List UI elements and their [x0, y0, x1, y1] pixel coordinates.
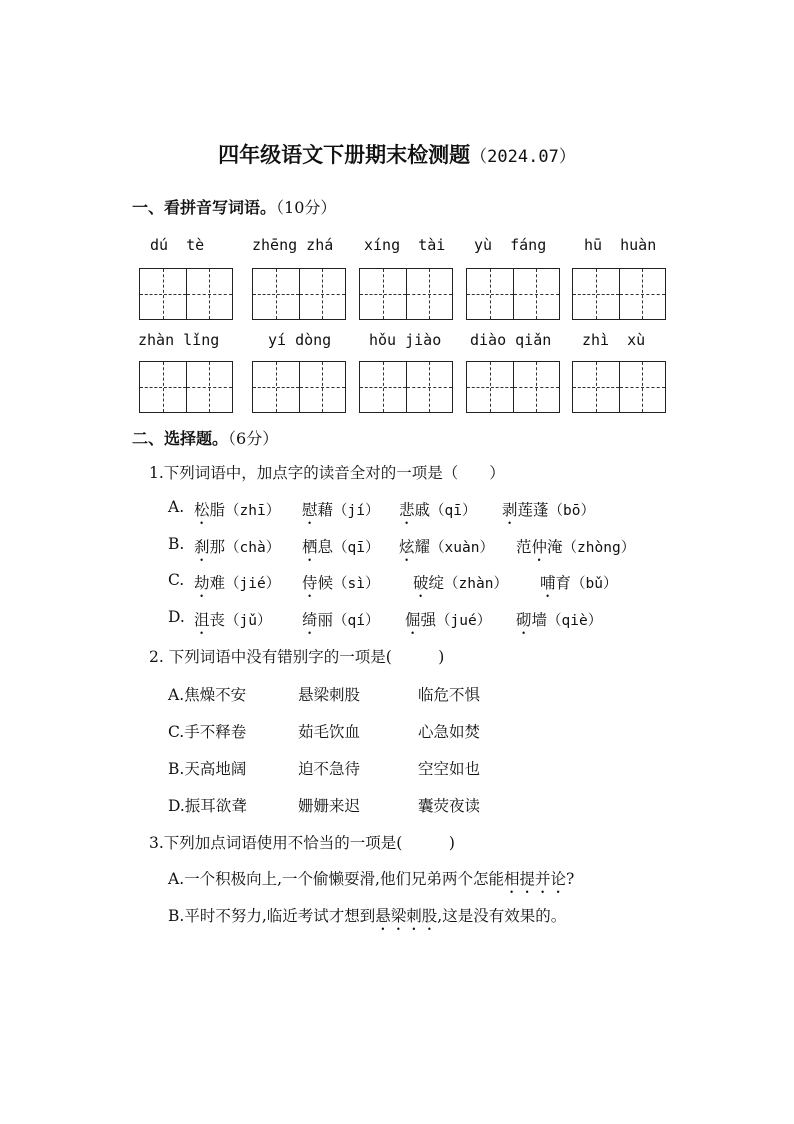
pinyin-7: yí dòng: [268, 331, 332, 349]
option-word: 慰藉: [302, 501, 334, 519]
option-word: B.天高地阔: [168, 760, 247, 778]
option-pinyin: （bǔ）: [571, 576, 618, 592]
option-word: 迫不急待: [298, 760, 361, 778]
option-pinyin: （zhàn）: [444, 576, 508, 592]
option-word: 炫耀: [399, 538, 431, 556]
pinyin-8: hǒu jiào: [369, 331, 442, 349]
option-word: D.振耳欲聋: [168, 797, 247, 815]
section1-heading-text: 一、看拼音写词语。: [132, 198, 277, 217]
option-word: 侍候: [302, 574, 334, 592]
option-pinyin: （bō）: [548, 503, 596, 519]
q3-stem: 3.下列加点词语使用不恰当的一项是( ): [149, 834, 455, 852]
pinyin-2: zhēng zhá: [252, 236, 334, 254]
option-pinyin: （qí）: [333, 613, 380, 629]
option-word: 劫难: [194, 574, 226, 592]
writing-grid[interactable]: [359, 361, 453, 413]
dotted-phrase: 悬梁刺股: [375, 907, 438, 925]
option-word: 刹那: [194, 538, 226, 556]
option-text: B.平时不努力,临近考试才想到: [168, 907, 376, 925]
option-pinyin: （jǔ）: [225, 613, 272, 629]
option-pinyin: （xuàn）: [430, 540, 494, 556]
q1-stem: 1.下列词语中，加点字的读音全对的一项是（ ）: [149, 464, 505, 482]
q3-option-b[interactable]: [168, 904, 566, 934]
section2-heading: [132, 426, 278, 449]
q2-stem: 2. 下列词语中没有错别字的一项是( ): [149, 648, 445, 666]
option-text: A.一个积极向上,一个偷懒耍滑,他们兄弟两个怎能: [168, 870, 504, 888]
section2-heading-text: 二、选择题。: [132, 429, 229, 448]
option-word: 姗姗来迟: [298, 797, 361, 815]
option-word: 砌墙: [516, 611, 548, 629]
section1-heading: [132, 195, 336, 218]
writing-grid[interactable]: [359, 268, 453, 320]
option-pinyin: （chà）: [225, 540, 281, 556]
writing-grid[interactable]: [572, 268, 666, 320]
option-word: 范仲淹: [516, 538, 563, 556]
writing-grid[interactable]: [139, 361, 233, 413]
option-pinyin: （qī）: [333, 540, 380, 556]
option-word: 哺育: [540, 574, 572, 592]
writing-grid[interactable]: [139, 268, 233, 320]
option-text: ,这是没有效果的。: [437, 907, 567, 925]
option-word: A.焦燥不安: [168, 686, 247, 704]
pinyin-9: diào qiǎn: [470, 331, 552, 349]
section1-score: （10分）: [276, 198, 337, 217]
option-label: B.: [168, 535, 185, 553]
option-word: 破绽: [413, 574, 445, 592]
option-word: 临危不惧: [418, 686, 481, 704]
writing-grid[interactable]: [466, 268, 560, 320]
option-word: 松脂: [194, 501, 226, 519]
option-word: 绮丽: [302, 611, 334, 629]
writing-grid[interactable]: [466, 361, 560, 413]
option-word: 剥莲蓬: [502, 501, 549, 519]
option-word: 茹毛饮血: [298, 723, 361, 741]
pinyin-3: xíng tài: [364, 236, 446, 254]
option-word: 心急如焚: [418, 723, 481, 741]
q3-option-a[interactable]: [168, 867, 574, 897]
title-date: （2024.07）: [470, 147, 576, 167]
option-label: A.: [168, 498, 185, 516]
writing-grid[interactable]: [252, 361, 346, 413]
option-pinyin: （zhī）: [225, 503, 281, 519]
option-pinyin: （jué）: [436, 613, 492, 629]
option-label: D.: [168, 608, 185, 626]
option-word: 悲戚: [399, 501, 431, 519]
page-title: [0, 139, 794, 169]
option-word: C.手不释卷: [168, 723, 247, 741]
writing-grid[interactable]: [252, 268, 346, 320]
option-pinyin: （zhòng）: [562, 540, 636, 556]
dotted-phrase: 相提并论: [503, 870, 566, 888]
option-word: 沮丧: [194, 611, 226, 629]
section2-score: （6分）: [228, 429, 279, 448]
option-pinyin: （jié）: [225, 576, 281, 592]
option-pinyin: （qī）: [430, 503, 477, 519]
pinyin-4: yù fáng: [474, 236, 547, 254]
option-word: 倔强: [405, 611, 437, 629]
option-pinyin: （sì）: [333, 576, 380, 592]
option-word: 悬梁刺股: [298, 686, 361, 704]
pinyin-6: zhàn lǐng: [138, 331, 220, 349]
title-main: 四年级语文下册期末检测题: [218, 142, 471, 167]
pinyin-10: zhì xù: [582, 331, 646, 349]
option-label: C.: [168, 571, 185, 589]
option-text: ?: [566, 870, 575, 888]
option-word: 囊荧夜读: [418, 797, 481, 815]
option-pinyin: （qiè）: [547, 613, 603, 629]
option-word: 空空如也: [418, 760, 481, 778]
pinyin-5: hū huàn: [584, 236, 657, 254]
pinyin-1: dú tè: [150, 236, 205, 254]
option-pinyin: （jí）: [333, 503, 380, 519]
option-word: 栖息: [302, 538, 334, 556]
writing-grid[interactable]: [572, 361, 666, 413]
